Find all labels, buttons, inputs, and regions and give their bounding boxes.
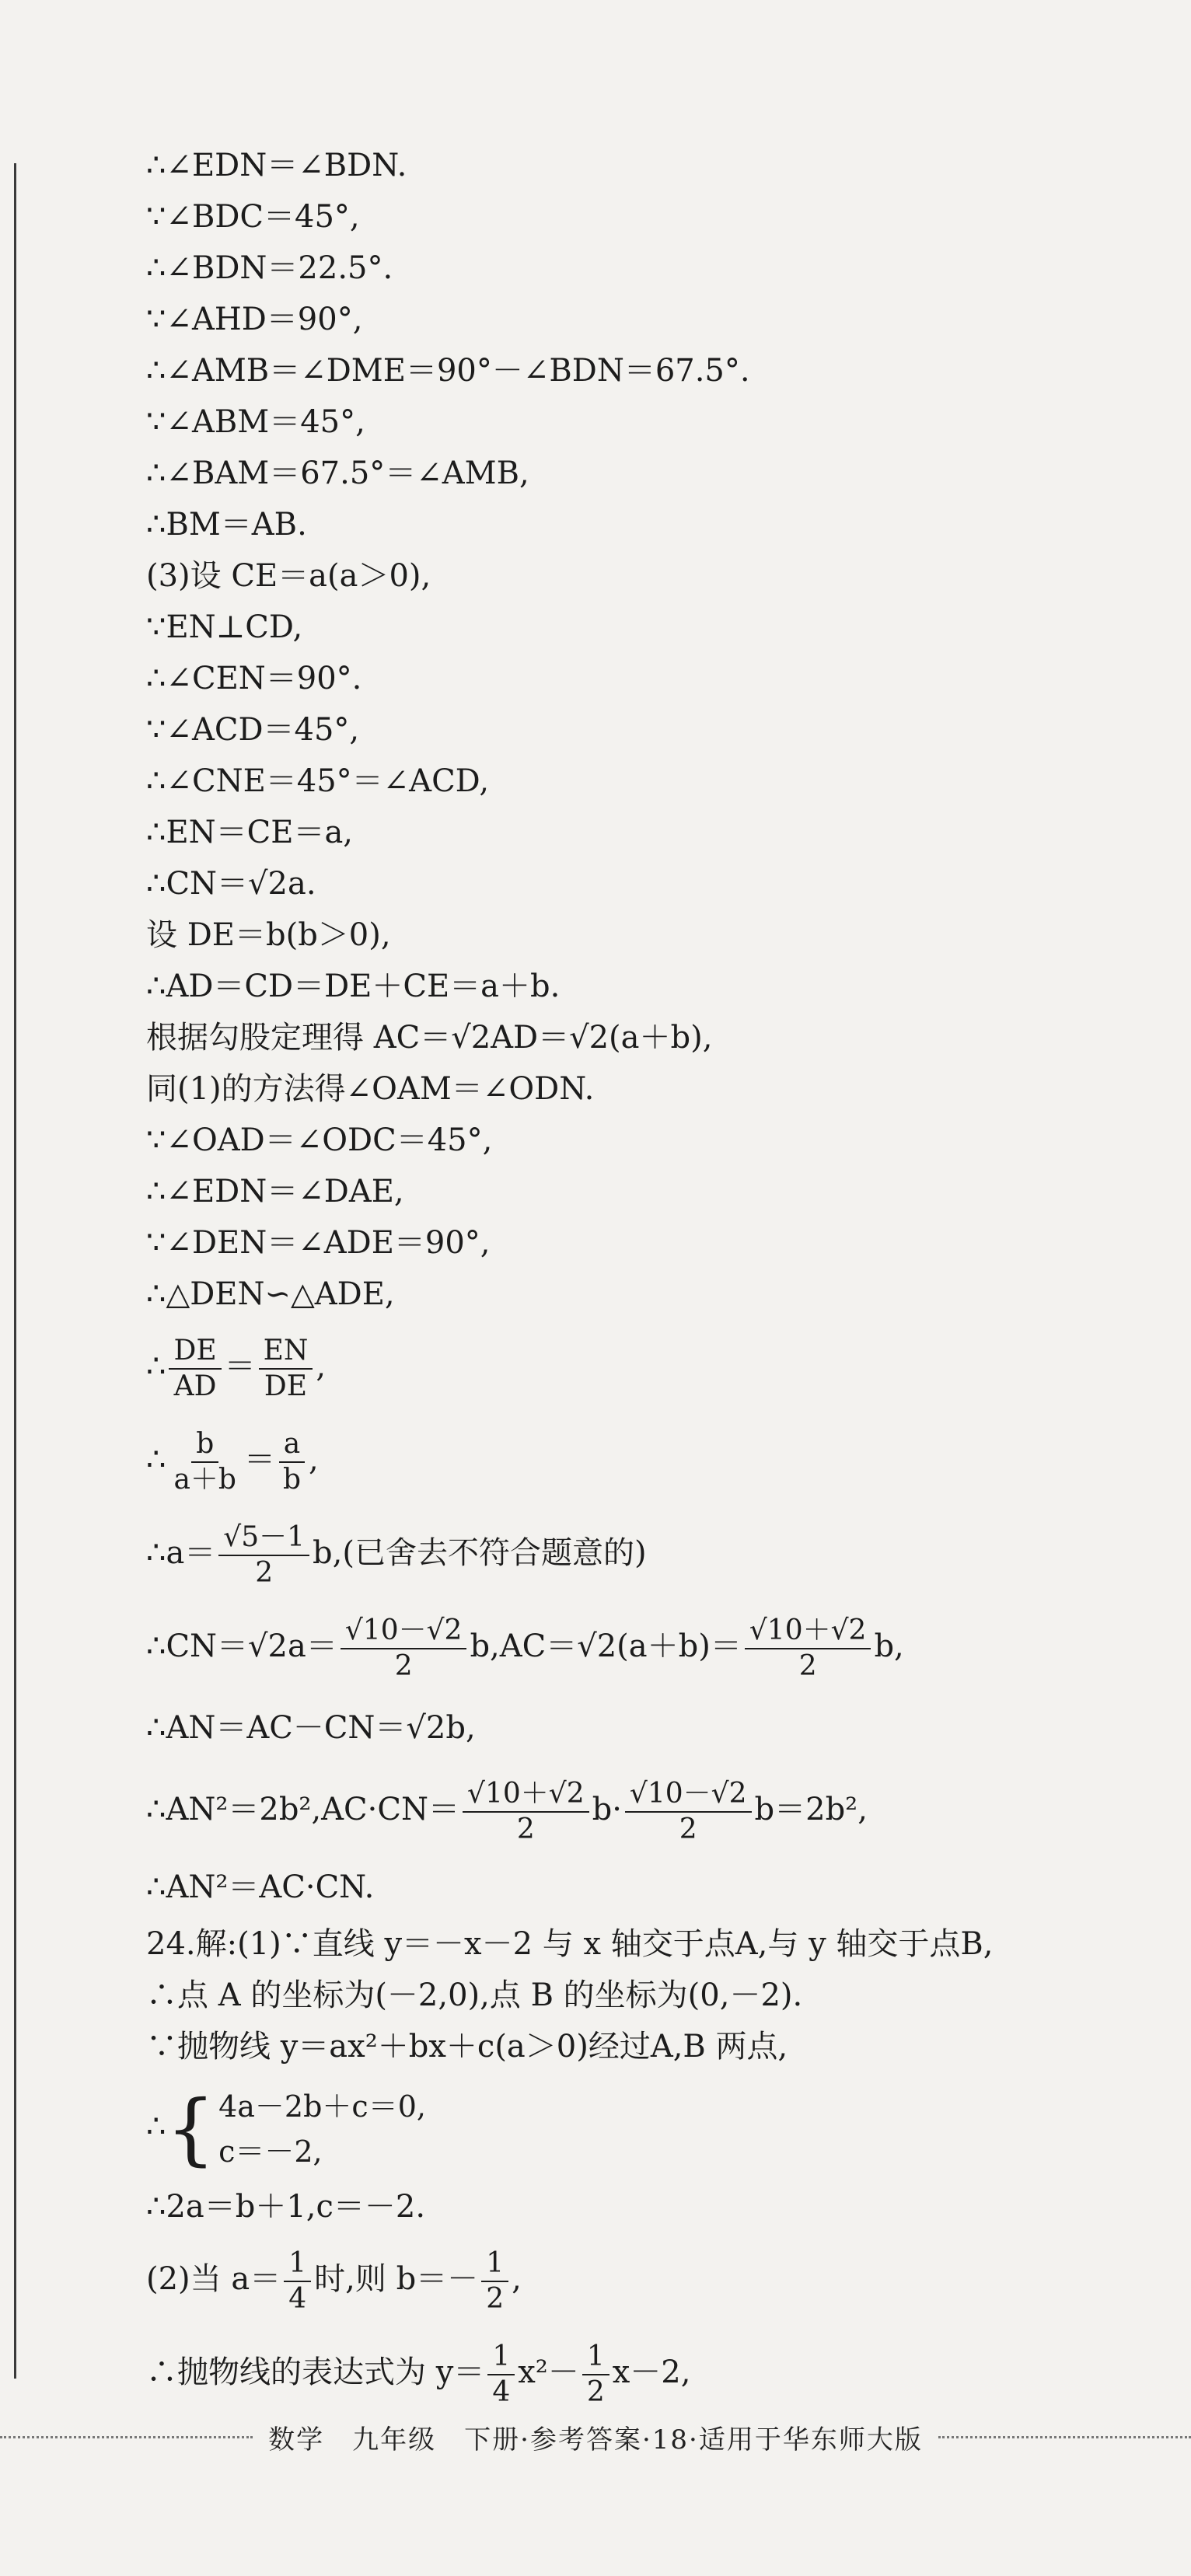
text-line: 同(1)的方法得∠OAM＝∠ODN. (146, 1071, 595, 1107)
footer-dotted-rule (0, 2436, 253, 2438)
fraction (278, 1427, 306, 1497)
fraction-line (146, 1600, 1149, 1693)
fraction-line (146, 2232, 1149, 2326)
text-line: ∴∠BAM＝67.5°＝∠AMB, (146, 456, 529, 491)
equation: 4a－2b＋c＝0, (218, 2089, 426, 2124)
fraction-line (146, 1763, 1149, 1856)
text-segment: ∴a＝ (146, 1535, 216, 1571)
numerator: √10－√2 (625, 1777, 752, 1813)
fraction (745, 1614, 871, 1684)
numerator: 1 (582, 2340, 609, 2375)
text-line: ∴AD＝CD＝DE＋CE＝a＋b. (146, 969, 561, 1004)
fraction (341, 1614, 467, 1684)
solution-content (146, 140, 1149, 2419)
fraction (481, 2246, 508, 2316)
text-segment: x²－ (518, 2354, 579, 2390)
numerator: 1 (284, 2246, 311, 2282)
text-line: ∴∠AMB＝∠DME＝90°－∠BDN＝67.5°. (146, 353, 750, 389)
system-equations (218, 2084, 426, 2174)
text-line: ∴CN＝√2a. (146, 866, 316, 902)
text-line: ∴∠EDN＝∠DAE, (146, 1174, 404, 1209)
denominator: 4 (288, 2283, 307, 2315)
fraction (169, 1334, 221, 1404)
text-line: ∴∠EDN＝∠BDN. (146, 148, 407, 183)
fraction (487, 2340, 515, 2410)
text-segment: , (512, 2261, 522, 2297)
denominator: 2 (486, 2283, 505, 2315)
text-segment: , (309, 1442, 319, 1478)
fraction (259, 1334, 313, 1404)
numerator: EN (259, 1334, 313, 1370)
text-segment: ＝ (224, 1349, 256, 1384)
fraction-line (146, 1320, 1149, 1413)
text-line: ∴∠CNE＝45°＝∠ACD, (146, 763, 490, 799)
text-segment: ∴抛物线的表达式为 y＝ (146, 2354, 485, 2390)
page-footer (0, 2414, 1191, 2460)
text-line: ∴点 A 的坐标为(－2,0),点 B 的坐标为(0,－2). (146, 1977, 803, 2013)
text-line: ∵∠DEN＝∠ADE＝90°, (146, 1225, 491, 1261)
text-segment: b,AC＝√2(a＋b)＝ (470, 1628, 742, 1664)
text-line: 设 DE＝b(b＞0), (146, 917, 391, 953)
denominator: 2 (679, 1813, 697, 1845)
denominator: a＋b (173, 1464, 236, 1496)
denominator: b (282, 1464, 302, 1496)
numerator: √10＋√2 (463, 1777, 589, 1813)
numerator: √10＋√2 (745, 1614, 871, 1649)
text-line: ∴AN²＝AC·CN. (146, 1869, 375, 1905)
text-segment: ∴CN＝√2a＝ (146, 1628, 337, 1664)
equation: c＝－2, (218, 2134, 323, 2169)
fraction (218, 1520, 309, 1590)
numerator: √5－1 (218, 1520, 309, 1556)
fraction (169, 1427, 241, 1497)
denominator: 4 (492, 2376, 511, 2408)
text-line: ∵∠ACD＝45°, (146, 712, 360, 748)
text-line: ∵∠ABM＝45°, (146, 404, 365, 440)
denominator: AD (173, 1370, 217, 1402)
question-24-heading: 24.解:(1)∵直线 y＝－x－2 与 x 轴交于点A,与 y 轴交于点B, (146, 1926, 994, 1962)
text-line: ∵∠OAD＝∠ODC＝45°, (146, 1122, 493, 1158)
denominator: 2 (255, 1557, 274, 1589)
text-segment: ∴ (146, 1349, 166, 1384)
numerator: a (279, 1427, 305, 1463)
text-line: ∴BM＝AB. (146, 507, 307, 543)
equation-system (146, 2072, 1149, 2181)
denominator: 2 (516, 1813, 535, 1845)
text-line: ∵抛物线 y＝ax²＋bx＋c(a＞0)经过A,B 两点, (146, 2029, 788, 2065)
text-line: ∴∠CEN＝90°. (146, 661, 362, 696)
denominator: 2 (798, 1650, 817, 1682)
fraction (625, 1777, 752, 1847)
text-segment: , (316, 1349, 327, 1384)
fraction (284, 2246, 311, 2316)
footer-dotted-rule (938, 2436, 1191, 2438)
text-segment: (2)当 a＝ (146, 2261, 281, 2297)
footer-text: 数学 九年级 下册·参考答案·18·适用于华东师大版 (268, 2424, 923, 2456)
text-segment: x－2, (612, 2354, 691, 2390)
fraction (463, 1777, 589, 1847)
text-line: ∴AN＝AC－CN＝√2b, (146, 1710, 476, 1746)
numerator: √10－√2 (341, 1614, 467, 1649)
text-segment: b＝2b², (754, 1792, 868, 1827)
numerator: 1 (487, 2340, 515, 2375)
text-segment: b, (874, 1628, 904, 1664)
text-line: ∵∠AHD＝90°, (146, 302, 363, 337)
denominator: 2 (586, 2376, 605, 2408)
text-segment: ＝ (243, 1442, 275, 1478)
left-margin-rule (14, 163, 16, 2379)
fraction-line (146, 2326, 1149, 2419)
text-segment: b· (592, 1792, 622, 1827)
fraction (582, 2340, 609, 2410)
denominator: 2 (394, 1650, 413, 1682)
text-line: ∴△DEN∽△ADE, (146, 1276, 395, 1312)
text-line: (3)设 CE＝a(a＞0), (146, 558, 431, 594)
text-line: ∵∠BDC＝45°, (146, 199, 360, 235)
fraction-line (146, 1413, 1149, 1506)
text-segment: b,(已舍去不符合题意的) (313, 1535, 647, 1571)
denominator: DE (264, 1370, 308, 1402)
text-line: ∵EN⊥CD, (146, 609, 303, 645)
text-line: ∴∠BDN＝22.5°. (146, 250, 393, 286)
text-segment: ∴ (146, 1442, 166, 1478)
numerator: b (191, 1427, 218, 1463)
left-brace-icon: { (166, 2083, 216, 2174)
fraction-line (146, 1506, 1149, 1600)
text-line: ∴EN＝CE＝a, (146, 815, 354, 850)
numerator: 1 (481, 2246, 508, 2282)
text-line: 根据勾股定理得 AC＝√2AD＝√2(a＋b), (146, 1020, 713, 1056)
text-segment: ∴AN²＝2b²,AC·CN＝ (146, 1792, 459, 1827)
text-segment: ∴ (146, 2109, 166, 2145)
numerator: DE (169, 1334, 221, 1370)
text-segment: 时,则 b＝－ (314, 2261, 479, 2297)
text-line: ∴2a＝b＋1,c＝－2. (146, 2189, 426, 2225)
